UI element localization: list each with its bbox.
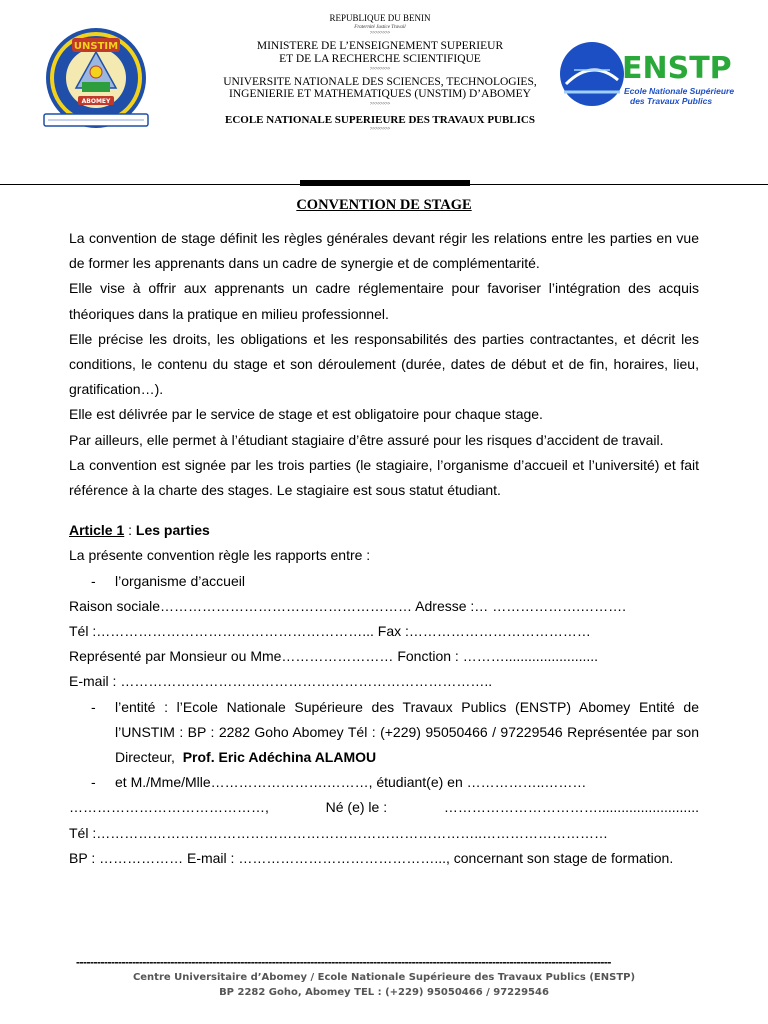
field-birth-line (69, 795, 699, 820)
logo-enstp-sub2: des Travaux Publics (630, 96, 713, 106)
logo-enstp-text: ENSTP (622, 51, 732, 86)
paragraph: Elle vise à offrir aux apprenants un cadre réglementaire pour favoriser l’intégration des acquis théoriques dans la pratique en milieu professionnel. (69, 280, 699, 322)
school-name: ECOLE NATIONALE SUPERIEURE DES TRAVAUX PUBLICS (224, 113, 535, 126)
header-separator: >>>>>>>> (369, 31, 391, 37)
article-separator: : (124, 522, 136, 539)
paragraph: La convention est signée par les trois parties (le stagiaire, l’organisme d’accueil et l’université) et fait référence à la charte des stages. Le stagiaire est sous statut étudiant. (69, 456, 699, 499)
letterhead (0, 0, 768, 190)
national-motto: Fraternité Justice Travail (354, 24, 406, 30)
bullet-entity-text: l’entité : l’Ecole Nationale Supérieure des Travaux Publics (ENSTP) Abomey Entité de l’UNSTIM : BP : 2282 Goho Abomey Tél : (+229) 95050466 / 97229546 Représentée par son Directeur, (115, 698, 699, 766)
document-body (69, 226, 699, 871)
enstp-logo (560, 40, 740, 114)
university-line-2: INGENIERIE ET MATHEMATIQUES (UNSTIM) D’ABOMEY (229, 88, 531, 101)
header-separator: >>>>>>>> (369, 101, 391, 107)
paragraph: Elle est délivrée par le service de stage et est obligatoire pour chaque stage. (69, 406, 543, 423)
unstim-logo (38, 26, 154, 134)
ministry-line-2: ET DE LA RECHERCHE SCIENTIFIQUE (279, 53, 481, 66)
bullet-host-organisation: l’organisme d’accueil (115, 572, 245, 589)
director-name: Prof. Eric Adéchina ALAMOU (182, 749, 377, 766)
field-represente: Représenté par Monsieur ou Mme…………………… Fonction : ………........................ (69, 648, 599, 665)
header-separator: >>>>>>>> (369, 66, 391, 72)
logo-enstp-sub1: Ecole Nationale Supérieure (624, 86, 735, 96)
header-separator: >>>>>>>> (369, 127, 391, 133)
field-tel-fax: Tél :…………………………………………………... Fax :………………………………… (69, 623, 591, 640)
footer-line-1: Centre Universitaire d’Abomey / Ecole Nationale Supérieure des Travaux Publics (ENSTP) (132, 972, 636, 983)
letterhead-text (195, 14, 565, 134)
paragraph: Elle précise les droits, les obligations et les responsabilités des parties contractantes, et décrit les conditions, le contenu du stage et son déroulement (durée, dates de début et de fin, horaires, lieu, gratification…). (69, 330, 699, 398)
university-line-1: UNIVERSITE NATIONALE DES SCIENCES, TECHNOLOGIES, (223, 75, 537, 88)
list-item: - l’organisme d’accueil (69, 569, 699, 594)
field-tel-student: Tél :………………………………………………………………………..……………………… (69, 824, 609, 841)
footer-divider: --------------------------------------------------------------------------------------------------------------------------------------------------------- (76, 955, 611, 969)
article-label: Article 1 (69, 522, 125, 539)
field-birth-right: …………………………….......................... (443, 799, 699, 816)
field-raison-sociale: Raison sociale……………………………………………… Adresse :… ……………….………. (69, 597, 626, 614)
logo-abomey-text: ABOMEY (81, 98, 111, 105)
ministry-line-1: MINISTERE DE L’ENSEIGNEMENT SUPERIEUR (256, 40, 504, 53)
list-item: - et M./Mme/Mlle…………………….………, étudiant(e) en ……………..……… (69, 770, 699, 795)
field-bp-email: BP : ……………… E-mail : ……………………………………..., concernant son stage de formation. (69, 849, 674, 866)
field-email: E-mail : …………………………………………………………………….. (69, 673, 493, 690)
field-birth-label: Né (e) le : (325, 799, 388, 816)
bullet-student: et M./Mme/Mlle…………………….………, étudiant(e) en ……………..……… (115, 774, 587, 791)
field-birth-left: ……………………………………, (69, 799, 269, 816)
header-divider-accent (300, 180, 470, 186)
footer-line-2: BP 2282 Goho, Abomey TEL : (+229) 95050466 / 97229546 (219, 987, 549, 998)
document-title: CONVENTION DE STAGE (296, 197, 472, 213)
paragraph: La convention de stage définit les règles générales devant régir les relations entre les parties en vue de former les apprenants dans un cadre de synergie et de complémentarité. (69, 230, 699, 272)
paragraph: Par ailleurs, elle permet à l’étudiant stagiaire d’être assuré pour les risques d’accident de travail. (69, 431, 664, 448)
article-intro: La présente convention règle les rapports entre : (69, 547, 371, 564)
list-item: - l’entité : l’Ecole Nationale Supérieure des Travaux Publics (ENSTP) Abomey Entité de l’UNSTIM : BP : 2282 Goho Abomey Tél : (+229) 95050466 / 97229546 Représentée par son Directeur, Prof. Eric Adéchina ALAMOU (91, 698, 699, 766)
article-1-heading (69, 518, 699, 543)
republic-name: REPUBLIQUE DU BENIN (329, 13, 431, 23)
article-title: Les parties (135, 522, 210, 539)
logo-unstim-text: UNSTIM (73, 41, 119, 52)
